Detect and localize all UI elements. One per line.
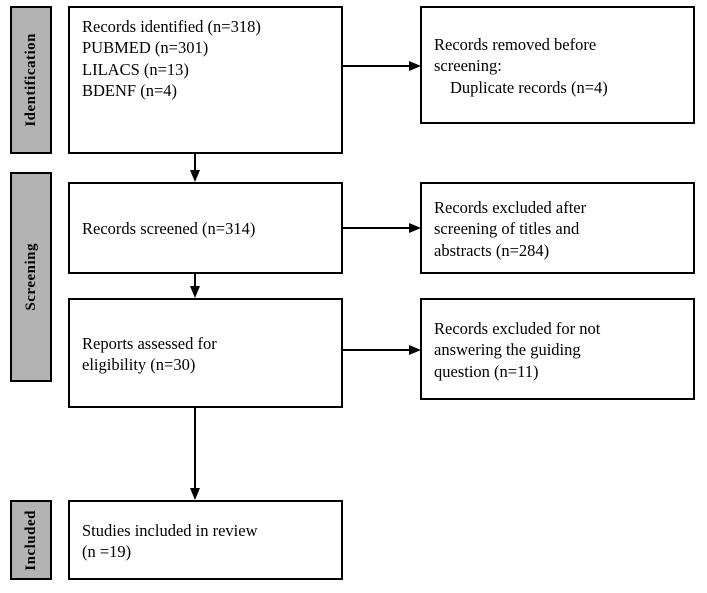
box-line: BDENF (n=4) bbox=[82, 81, 178, 101]
box-line: Reports assessed for bbox=[82, 333, 217, 353]
box-line: Records excluded for not bbox=[434, 318, 601, 338]
box-line: abstracts (n=284) bbox=[434, 240, 550, 260]
box-line: Records identified (n=318) bbox=[82, 17, 261, 36]
box-records-excluded-guiding bbox=[420, 298, 695, 400]
box-line: screening of titles and bbox=[434, 219, 580, 239]
phase-band-screening bbox=[10, 172, 52, 382]
phase-band-identification bbox=[10, 6, 52, 154]
box-records-identified bbox=[68, 6, 343, 154]
arrow-identified-to-screened bbox=[185, 154, 205, 184]
arrow-identified-to-removed bbox=[343, 56, 423, 76]
phase-label-screening: Screening bbox=[22, 243, 39, 311]
arrow-screened-to-assessed bbox=[185, 274, 205, 300]
phase-band-included bbox=[10, 500, 52, 580]
box-line: question (n=11) bbox=[434, 361, 539, 381]
box-line: LILACS (n=13) bbox=[82, 59, 189, 79]
box-line: (n =19) bbox=[82, 542, 132, 561]
box-line: answering the guiding bbox=[434, 340, 581, 360]
box-line: screening: bbox=[434, 56, 502, 76]
box-line: eligibility (n=30) bbox=[82, 355, 196, 374]
box-line: Records screened (n=314) bbox=[82, 219, 256, 239]
box-studies-included bbox=[68, 500, 343, 580]
box-records-screened bbox=[68, 182, 343, 274]
box-line: Records excluded after bbox=[434, 197, 587, 217]
box-records-excluded-screening bbox=[420, 182, 695, 274]
box-line: Records removed before bbox=[434, 34, 597, 54]
box-records-removed bbox=[420, 6, 695, 124]
arrow-assessed-to-included bbox=[185, 408, 205, 502]
box-line: Duplicate records (n=4) bbox=[450, 77, 608, 97]
phase-label-identification: Identification bbox=[22, 33, 39, 127]
phase-label-included: Included bbox=[22, 509, 39, 571]
box-reports-assessed bbox=[68, 298, 343, 408]
box-line: Studies included in review bbox=[82, 520, 258, 540]
arrow-assessed-to-excluded-guiding bbox=[343, 340, 423, 360]
arrow-screened-to-excluded bbox=[343, 218, 423, 238]
box-line: PUBMED (n=301) bbox=[82, 38, 209, 58]
